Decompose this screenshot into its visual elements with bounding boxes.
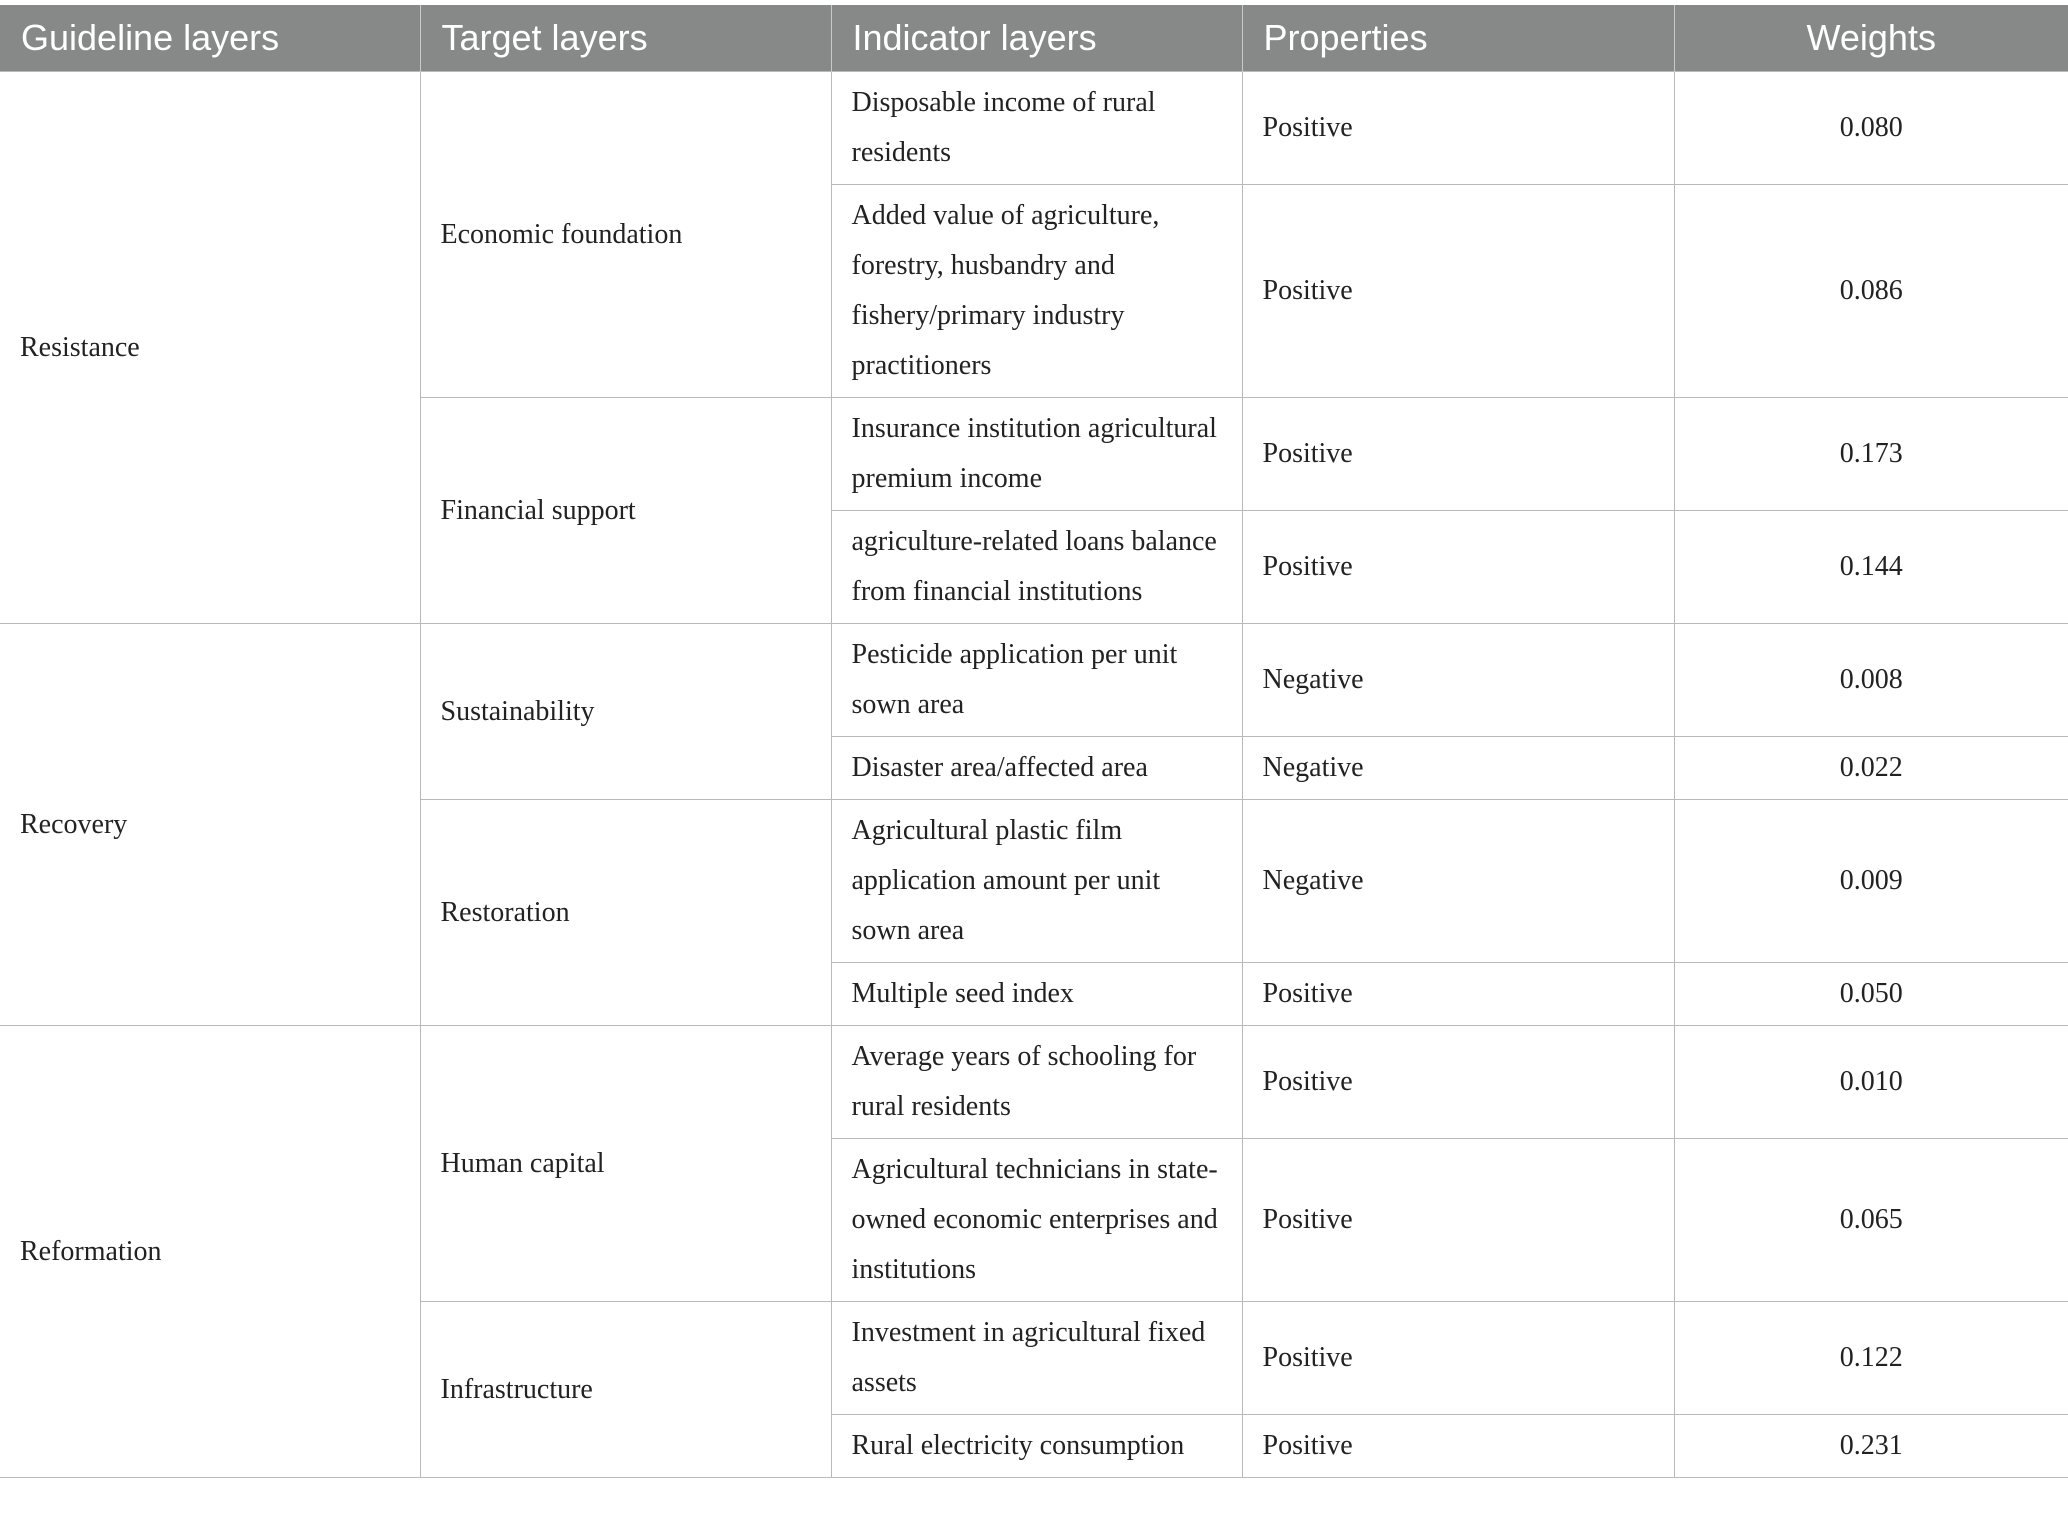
weight-cell: 0.009 [1674,800,2068,963]
indicator-table-container [0,5,2068,1478]
target-cell-infrastructure: Infrastructure [420,1302,831,1478]
indicator-weights-table [0,5,2068,1478]
property-cell: Positive [1242,1139,1674,1302]
target-cell-sustainability: Sustainability [420,624,831,800]
property-cell: Positive [1242,185,1674,398]
header-indicator-layers: Indicator layers [831,5,1242,72]
target-cell-restoration: Restoration [420,800,831,1026]
indicator-cell: Insurance institution agricultural premium income [831,398,1242,511]
table-row [0,624,2068,737]
weight-cell: 0.008 [1674,624,2068,737]
indicator-cell: Disaster area/affected area [831,737,1242,800]
property-cell: Positive [1242,1302,1674,1415]
header-guideline-layers: Guideline layers [0,5,420,72]
weight-cell: 0.010 [1674,1026,2068,1139]
weight-cell: 0.122 [1674,1302,2068,1415]
property-cell: Positive [1242,72,1674,185]
indicator-cell: agriculture-related loans balance from financial institutions [831,511,1242,624]
indicator-cell: Average years of schooling for rural residents [831,1026,1242,1139]
guideline-cell-reformation: Reformation [0,1026,420,1478]
target-cell-human-capital: Human capital [420,1026,831,1302]
weight-cell: 0.080 [1674,72,2068,185]
indicator-cell: Disposable income of rural residents [831,72,1242,185]
property-cell: Positive [1242,1415,1674,1478]
property-cell: Positive [1242,511,1674,624]
indicator-cell: Investment in agricultural fixed assets [831,1302,1242,1415]
property-cell: Positive [1242,398,1674,511]
header-target-layers: Target layers [420,5,831,72]
weight-cell: 0.144 [1674,511,2068,624]
weight-cell: 0.086 [1674,185,2068,398]
property-cell: Negative [1242,624,1674,737]
weight-cell: 0.050 [1674,963,2068,1026]
weight-cell: 0.173 [1674,398,2068,511]
guideline-cell-resistance: Resistance [0,72,420,624]
weight-cell: 0.065 [1674,1139,2068,1302]
guideline-cell-recovery: Recovery [0,624,420,1026]
weight-cell: 0.022 [1674,737,2068,800]
indicator-cell: Agricultural technicians in state-owned economic enterprises and institutions [831,1139,1242,1302]
header-properties: Properties [1242,5,1674,72]
table-header [0,5,2068,72]
header-weights: Weights [1674,5,2068,72]
table-row [0,72,2068,185]
target-cell-financial-support: Financial support [420,398,831,624]
indicator-cell: Rural electricity consumption [831,1415,1242,1478]
property-cell: Positive [1242,1026,1674,1139]
weight-cell: 0.231 [1674,1415,2068,1478]
target-cell-economic-foundation: Economic foundation [420,72,831,398]
indicator-cell: Multiple seed index [831,963,1242,1026]
indicator-cell: Added value of agriculture, forestry, husbandry and fishery/primary industry practitioners [831,185,1242,398]
table-row [0,1026,2068,1139]
header-row [0,5,2068,72]
indicator-cell: Pesticide application per unit sown area [831,624,1242,737]
indicator-cell: Agricultural plastic film application amount per unit sown area [831,800,1242,963]
table-body [0,72,2068,1478]
property-cell: Positive [1242,963,1674,1026]
property-cell: Negative [1242,800,1674,963]
property-cell: Negative [1242,737,1674,800]
